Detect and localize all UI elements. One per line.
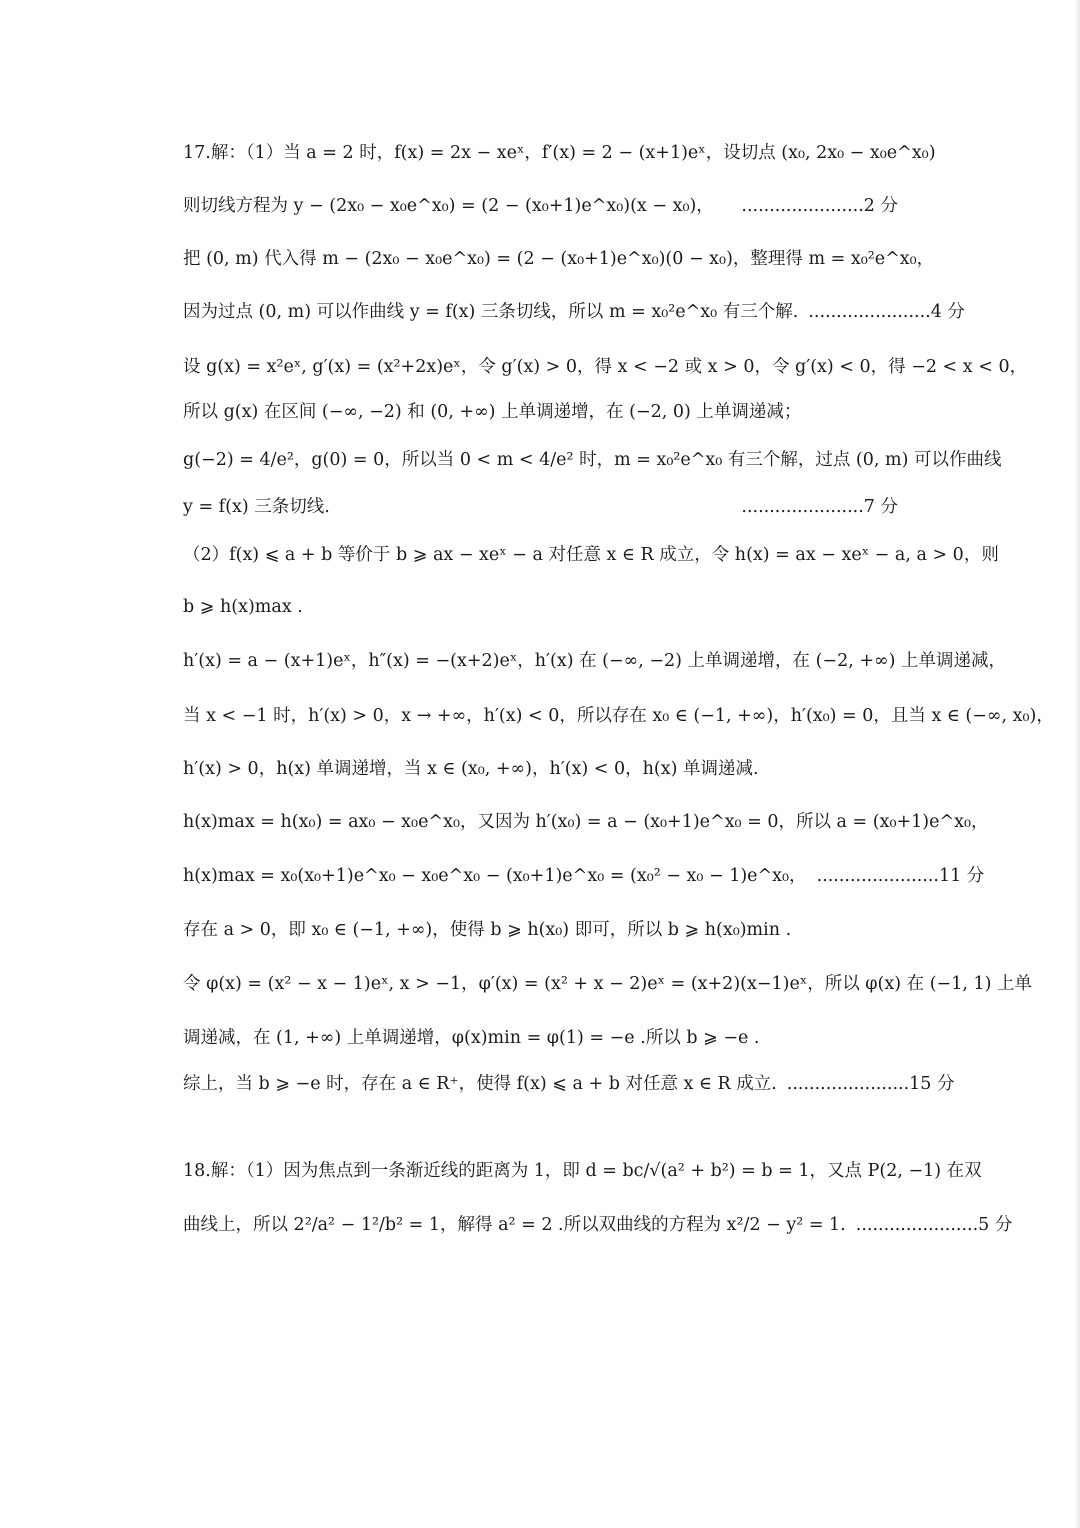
solution-line (183, 1211, 1013, 1239)
line-text: 17.解：（1）当 a = 2 时，f(x) = 2x − xeˣ，f′(x) = 2 − (x+1)eˣ，设切点 (x₀, 2x₀ − x₀e^x₀) (183, 143, 936, 163)
line-text: 设 g(x) = x²eˣ, g′(x) = (x²+2x)eˣ，令 g′(x) > 0，得 x < −2 或 x > 0，令 g′(x) < 0，得 −2 < x < 0， (183, 357, 1028, 377)
line-text: 当 x < −1 时，h′(x) > 0，x → +∞，h′(x) < 0，所以存在 x₀ ∈ (−1, +∞)，h′(x₀) = 0，且当 x ∈ (−∞, x₀)， (183, 706, 1054, 726)
line-text: 令 φ(x) = (x² − x − 1)eˣ, x > −1，φ′(x) = (x² + x − 2)eˣ = (x+2)(x−1)eˣ，所以 φ(x) 在 (−1, 1) 上单 (183, 974, 1032, 994)
solution-line (183, 1157, 982, 1185)
score-marker: ......................11 分 (816, 866, 985, 886)
solution-line (183, 755, 898, 783)
score-marker: ......................15 分 (786, 1074, 955, 1094)
line-text: h(x)max = x₀(x₀+1)e^x₀ − x₀e^x₀ − (x₀+1)e^x₀ = (x₀² − x₀ − 1)e^x₀， (183, 866, 807, 886)
line-text: h′(x) = a − (x+1)eˣ，h″(x) = −(x+2)eˣ，h′(x) 在 (−∞, −2) 上单调递增，在 (−2, +∞) 上单调递减， (183, 651, 1006, 671)
solution-line (183, 139, 936, 167)
solution-line (183, 647, 1006, 675)
line-text: b ⩾ h(x)max . (183, 597, 303, 617)
score-marker: ......................4 分 (808, 302, 965, 322)
solution-line (183, 702, 1054, 730)
solution-line (183, 1070, 955, 1098)
solution-line (183, 398, 898, 426)
line-text: （2）f(x) ⩽ a + b 等价于 b ⩾ ax − xeˣ − a 对任意 x ∈ R 成立，令 h(x) = ax − xeˣ − a, a > 0，则 (183, 545, 999, 565)
solution-line (183, 192, 898, 220)
line-text: 所以 g(x) 在区间 (−∞, −2) 和 (0, +∞) 上单调递增，在 (−2, 0) 上单调递减； (183, 402, 802, 422)
solution-line (183, 1024, 898, 1052)
score-marker: ......................7 分 (741, 497, 898, 517)
line-text: g(−2) = 4/e²，g(0) = 0，所以当 0 < m < 4/e² 时，m = x₀²e^x₀ 有三个解，过点 (0, m) 可以作曲线 (183, 450, 1002, 470)
line-text: 综上，当 b ⩾ −e 时，存在 a ∈ R⁺，使得 f(x) ⩽ a + b 对任意 x ∈ R 成立. (183, 1074, 777, 1094)
solution-line (183, 541, 999, 569)
solution-line (183, 808, 989, 836)
line-text: h(x)max = h(x₀) = ax₀ − x₀e^x₀，又因为 h′(x₀) = a − (x₀+1)e^x₀ = 0，所以 a = (x₀+1)e^x₀， (183, 812, 989, 832)
solution-line (183, 916, 898, 944)
solution-line (183, 593, 898, 621)
line-text: y = f(x) 三条切线. (183, 497, 330, 517)
solution-line (183, 298, 965, 326)
solution-line (183, 245, 935, 273)
line-text: 调递减，在 (1, +∞) 上单调递增，φ(x)min = φ(1) = −e .所以 b ⩾ −e . (183, 1028, 760, 1048)
score-marker: ......................2 分 (741, 196, 898, 216)
line-text: h′(x) > 0，h(x) 单调递增，当 x ∈ (x₀, +∞)，h′(x) < 0，h(x) 单调递减. (183, 759, 759, 779)
solution-line (183, 493, 898, 521)
line-text: 因为过点 (0, m) 可以作曲线 y = f(x) 三条切线，所以 m = x₀²e^x₀ 有三个解. (183, 302, 799, 322)
line-text: 曲线上，所以 2²/a² − 1²/b² = 1，解得 a² = 2 .所以双曲线的方程为 x²/2 − y² = 1. (183, 1215, 846, 1235)
scan-edge-shadow (1074, 0, 1080, 1528)
line-text: 则切线方程为 y − (2x₀ − x₀e^x₀) = (2 − (x₀+1)e^x₀)(x − x₀)， (183, 196, 714, 216)
line-text: 18.解：（1）因为焦点到一条渐近线的距离为 1，即 d = bc/√(a² + b²) = b = 1，又点 P(2, −1) 在双 (183, 1161, 982, 1181)
solution-line (183, 970, 1032, 998)
score-marker: ......................5 分 (855, 1215, 1013, 1235)
solution-line (183, 862, 985, 890)
solution-line (183, 446, 1002, 474)
line-text: 存在 a > 0，即 x₀ ∈ (−1, +∞)，使得 b ⩾ h(x₀) 即可，所以 b ⩾ h(x₀)min . (183, 920, 792, 940)
line-text: 把 (0, m) 代入得 m − (2x₀ − x₀e^x₀) = (2 − (x₀+1)e^x₀)(0 − x₀)，整理得 m = x₀²e^x₀， (183, 249, 935, 269)
solution-line (183, 353, 1028, 381)
